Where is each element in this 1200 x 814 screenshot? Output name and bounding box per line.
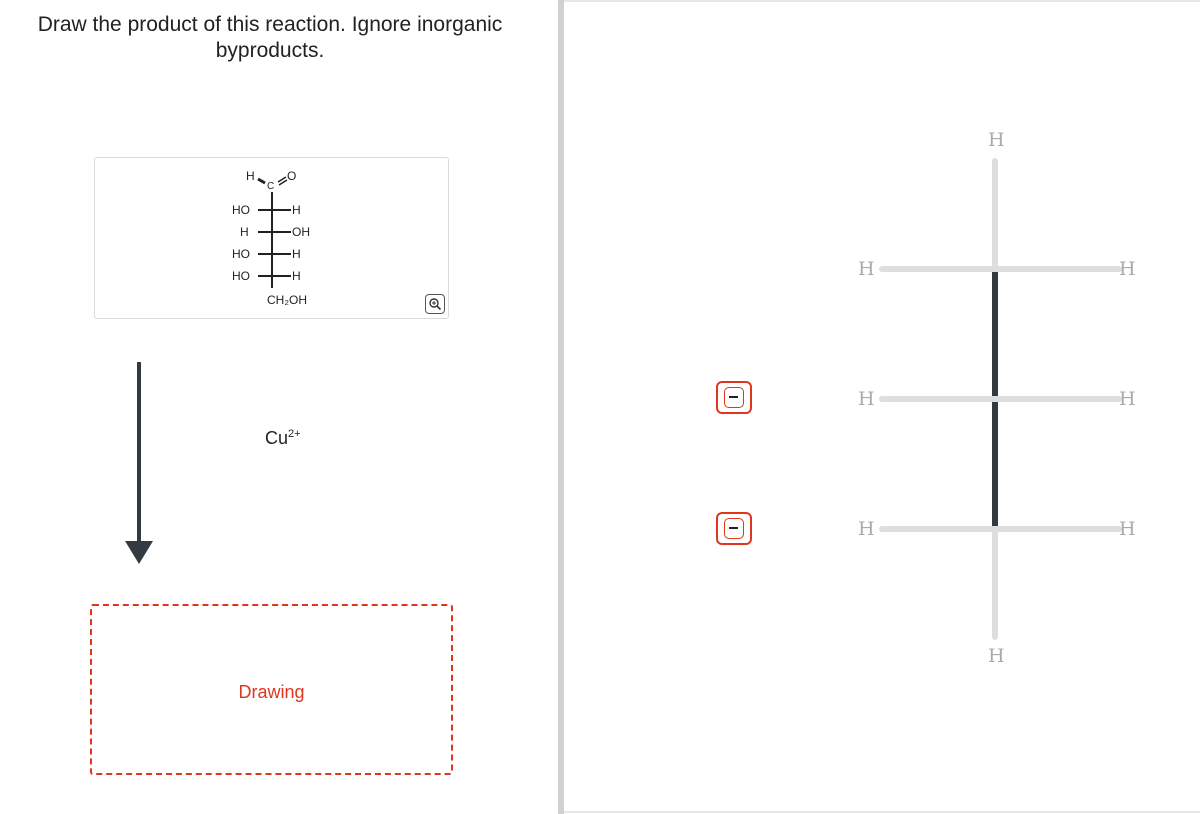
aldehyde-c-label: C: [267, 181, 275, 192]
row3-horizontal-bond[interactable]: [879, 526, 1122, 532]
minus-icon: [724, 518, 744, 539]
row3-right-h-atom[interactable]: H: [1119, 518, 1136, 540]
row2-left-h-atom[interactable]: H: [858, 388, 875, 410]
zoom-button[interactable]: [425, 294, 445, 314]
reaction-arrow-icon: [120, 360, 160, 568]
drawing-label: Drawing: [238, 682, 305, 702]
ch2oh-label: CH₂OH: [267, 293, 307, 307]
editor-top-border: [564, 0, 1200, 2]
row1-right-label: H: [292, 203, 301, 217]
bottom-h-atom[interactable]: H: [988, 645, 1005, 667]
row4-right-label: H: [292, 269, 301, 283]
row4-left-label: HO: [232, 269, 250, 283]
aldehyde-o-label: O: [287, 169, 297, 183]
zoom-in-icon: [428, 297, 442, 311]
row3-right-label: H: [292, 247, 301, 261]
question-line-2: byproducts.: [215, 39, 325, 62]
top-vertical-bond[interactable]: [992, 158, 998, 268]
row2-right-label: OH: [292, 225, 310, 239]
row1-left-label: HO: [232, 203, 250, 217]
remove-row-button-2[interactable]: [716, 512, 752, 545]
row1-left-h-atom[interactable]: H: [858, 258, 875, 280]
row1-right-h-atom[interactable]: H: [1119, 258, 1136, 280]
reagent-charge: 2+: [288, 428, 301, 440]
reactant-structure-box: [94, 157, 449, 319]
question-line-1: Draw the product of this reaction. Ignore inorganic: [37, 13, 503, 36]
question-pane: [0, 0, 558, 814]
row2-left-label: H: [240, 225, 249, 239]
drawing-area[interactable]: [90, 604, 453, 775]
minus-icon: [724, 387, 744, 408]
editor-pane[interactable]: [564, 0, 1200, 814]
row2-horizontal-bond[interactable]: [879, 396, 1122, 402]
bottom-vertical-bond[interactable]: [992, 530, 998, 640]
row1-horizontal-bond[interactable]: [879, 266, 1122, 272]
row3-left-label: HO: [232, 247, 250, 261]
row3-left-h-atom[interactable]: H: [858, 518, 875, 540]
question-text: [20, 12, 520, 64]
remove-row-button-1[interactable]: [716, 381, 752, 414]
editor-bottom-border: [564, 811, 1200, 813]
reagent-label: [265, 428, 301, 449]
aldehyde-h-label: H: [246, 169, 255, 183]
row2-right-h-atom[interactable]: H: [1119, 388, 1136, 410]
top-h-atom[interactable]: H: [988, 129, 1005, 151]
reagent-base: Cu: [265, 428, 289, 448]
